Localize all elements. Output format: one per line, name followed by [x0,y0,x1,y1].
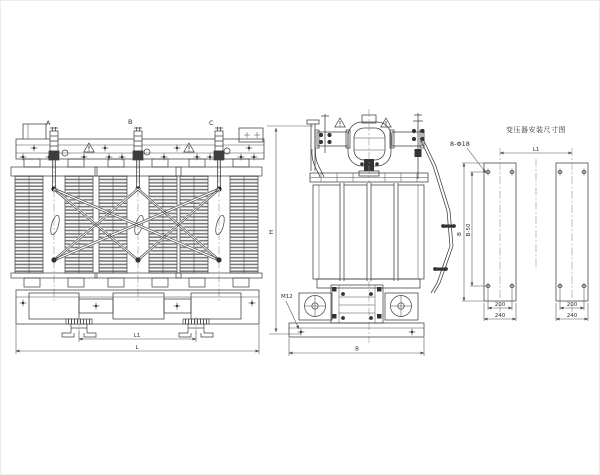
detail-view-dimensions [457,147,588,321]
transformer-drawing [1,1,600,475]
dim-hole-spacing-right-label: 200 [566,302,578,308]
top-assembly-side [307,109,425,343]
mounting-holes-label: 8-Φ18 [450,140,470,148]
anchor-bolt-label: M12 [281,294,293,300]
front-view [11,118,313,354]
anchor-bolt-leader [286,301,299,329]
dim-jack-spacing-label: L1 [133,333,141,339]
coil-end-barrel [348,115,391,166]
winding-column-b [95,159,181,301]
dim-hole-row-spacing-label: B-50 [466,223,472,237]
clamp-triangle-icon [381,118,391,127]
tie-rods [340,183,398,281]
dim-overall-length-label: L [135,345,139,351]
warning-triangle-icon [184,143,194,152]
mounting-holes-leader [467,148,486,173]
dim-channel-width-right-label: 240 [566,313,578,319]
roller-wheel-left [305,296,326,317]
dim-channel-width-left-label: 240 [494,313,506,319]
base-assembly-side [289,279,424,337]
phase-label-c: C [209,119,214,127]
base-assembly-front [16,290,259,324]
detail-view [450,125,588,321]
terminal-pad-marks [244,132,260,138]
phase-label-a: A [46,119,51,127]
side-view [281,109,456,356]
dim-channel-length-label: B [457,232,463,236]
lv-insulator-right [392,132,422,146]
clamp-triangle-icon [335,118,345,127]
mounting-channels [484,148,588,314]
dim-height-label: H [269,229,275,235]
dim-hole-spacing-left-label: 200 [494,302,506,308]
phase-marker-b [144,149,150,155]
winding-stack-side [313,183,424,281]
dim-overall-width-label: B [355,346,359,353]
warning-triangle-icon [84,143,94,152]
winding-column-a [11,159,97,301]
lv-busbar-down [421,141,456,293]
detail-view-title: 变压器安装尺寸图 [506,126,566,134]
dim-channel-spacing-label: L1 [532,147,540,153]
phase-label-b: B [128,118,133,126]
winding-column-c [176,159,262,301]
roller-wheel-right [391,296,412,317]
side-view-dimensions [289,338,424,356]
